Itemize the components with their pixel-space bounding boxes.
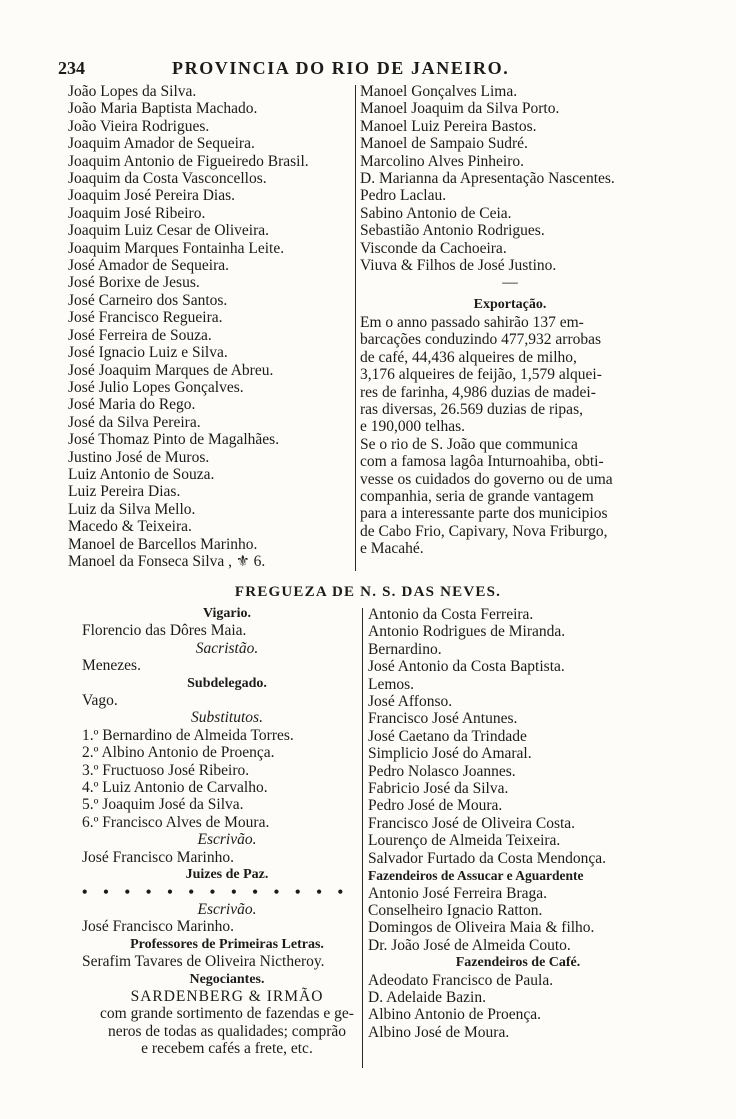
top-right-name-list bbox=[360, 83, 660, 274]
paragraph-line: para a interessante parte dos municipios bbox=[360, 505, 608, 523]
list-item: 4.º Luiz Antonio de Carvalho. bbox=[82, 779, 268, 797]
list-item: Domingos de Oliveira Maia & filho. bbox=[368, 919, 595, 937]
paragraph-line: res de farinha, 4,986 duzias de madei- bbox=[360, 383, 596, 401]
paragraph-line: de café, 44,436 alqueires de milho, bbox=[360, 348, 577, 366]
list-item: Antonio Rodrigues de Miranda. bbox=[368, 623, 566, 641]
list-item: Manoel Gonçalves Lima. bbox=[360, 83, 518, 100]
list-item: Pedro Laclau. bbox=[360, 187, 447, 205]
paragraph-line: Se o rio de S. João que communica bbox=[360, 435, 578, 453]
negociantes-heading: Negociantes. bbox=[189, 971, 265, 987]
list-item: 1.º Bernardino de Almeida Torres. bbox=[82, 726, 294, 744]
paragraph-line: neros de todas as qualidades; comprão bbox=[107, 1022, 347, 1040]
list-item: Antonio da Costa Ferreira. bbox=[368, 606, 534, 623]
paragraph-line: Em o anno passado sahirão 137 em- bbox=[360, 313, 584, 331]
list-item: José da Silva Pereira. bbox=[68, 413, 201, 431]
exportacao-text bbox=[360, 314, 660, 558]
list-item: Manoel de Barcellos Marinho. bbox=[68, 535, 258, 553]
list-item: 3.º Fructuoso José Ribeiro. bbox=[82, 761, 250, 779]
paragraph-line: ras diversas, 26.569 duzias de ripas, bbox=[360, 400, 583, 418]
list-item: Joaquim da Costa Vasconcellos. bbox=[68, 170, 267, 188]
list-item: Manoel de Sampaio Sudré. bbox=[360, 135, 528, 153]
list-item: Manoel da Fonseca Silva , ⚜ 6. bbox=[68, 552, 266, 570]
paragraph-line: barcações conduzindo 477,932 arrobas bbox=[360, 331, 602, 349]
list-item: Justino José de Muros. bbox=[68, 448, 210, 466]
list-item: 6.º Francisco Alves de Moura. bbox=[82, 813, 270, 831]
list-item: José Borixe de Jesus. bbox=[68, 274, 200, 292]
list-item: Conselheiro Ignacio Ratton. bbox=[368, 901, 543, 919]
list-item: Albino Antonio de Proença. bbox=[368, 1006, 542, 1024]
vigario-heading: Vigario. bbox=[202, 606, 252, 621]
list-item: Marcolino Alves Pinheiro. bbox=[360, 152, 525, 170]
list-item: José Amador de Sequeira. bbox=[68, 257, 229, 275]
escrivao-heading-2: Escrivão. bbox=[197, 900, 257, 918]
list-item: Macedo & Teixeira. bbox=[68, 518, 192, 536]
freguezia-title: FREGUEZA DE N. S. DAS NEVES. bbox=[234, 584, 502, 600]
list-item: Lemos. bbox=[368, 675, 415, 693]
paragraph-line: companhia, seria de grande vantagem bbox=[360, 487, 594, 505]
list-item: 5.º Joaquim José da Silva. bbox=[82, 796, 244, 814]
list-item: Adeodato Francisco de Paula. bbox=[368, 971, 554, 989]
paragraph-line: vesse os cuidados do governo ou de uma bbox=[360, 470, 613, 488]
juizes-heading: Juizes de Paz. bbox=[185, 867, 269, 883]
list-item: Francisco José Antunes. bbox=[368, 710, 518, 728]
list-item: Simplicio José do Amaral. bbox=[368, 745, 532, 763]
escrivao-name-2: José Francisco Marinho. bbox=[82, 918, 234, 936]
top-left-name-list bbox=[68, 83, 358, 570]
professor-name: Serafim Tavares de Oliveira Nictheroy. bbox=[82, 953, 325, 971]
list-item: Joaquim Antonio de Figueiredo Brasil. bbox=[68, 152, 309, 170]
bottom-right-column bbox=[368, 606, 668, 1041]
list-item: José Affonso. bbox=[368, 693, 453, 711]
list-item: Joaquim José Ribeiro. bbox=[68, 204, 206, 222]
list-item: João Maria Baptista Machado. bbox=[68, 100, 258, 118]
paragraph-line: e 190,000 telhas. bbox=[360, 418, 466, 436]
list-item: Manoel Joaquim da Silva Porto. bbox=[360, 100, 560, 118]
list-item: Salvador Furtado da Costa Mendonça. bbox=[368, 849, 607, 867]
list-item: Joaquim Luiz Cesar de Oliveira. bbox=[68, 222, 270, 240]
section-dash: — bbox=[502, 274, 518, 292]
list-item: Antonio José Ferreira Braga. bbox=[368, 884, 548, 902]
list-item: José Caetano da Trindade bbox=[368, 727, 527, 745]
list-item: José Francisco Regueira. bbox=[68, 309, 223, 327]
list-item: Albino José de Moura. bbox=[368, 1023, 510, 1041]
list-item: João Vieira Rodrigues. bbox=[68, 117, 210, 135]
cafe-list bbox=[368, 972, 668, 1042]
list-item: Joaquim José Pereira Dias. bbox=[68, 187, 236, 205]
list-item: Bernardino. bbox=[368, 640, 442, 658]
bottom-left-column bbox=[82, 605, 372, 1058]
paragraph-line: e recebem cafés a frete, etc. bbox=[141, 1040, 313, 1058]
escrivao-heading: Escrivão. bbox=[197, 831, 257, 849]
subdelegado-name: Vago. bbox=[82, 692, 118, 710]
sacristao-heading: Sacristão. bbox=[195, 639, 259, 657]
top-right-column bbox=[360, 83, 660, 558]
list-item: José Ferreira de Souza. bbox=[68, 326, 212, 344]
paragraph-line: com a famosa lagôa Inturnoahiba, obti- bbox=[360, 453, 604, 471]
list-item: Luiz da Silva Mello. bbox=[68, 500, 196, 518]
list-item: Pedro José de Moura. bbox=[368, 797, 503, 815]
running-title: PROVINCIA DO RIO DE JANEIRO. bbox=[172, 58, 510, 78]
juizes-dots: • • • • • • • • • • • • • bbox=[82, 883, 350, 901]
list-item: Sebastião Antonio Rodrigues. bbox=[360, 222, 545, 240]
bottom-right-name-list bbox=[368, 606, 668, 867]
list-item: Joaquim Amador de Sequeira. bbox=[68, 135, 255, 153]
exportacao-heading: Exportação. bbox=[473, 297, 547, 313]
substitutos-heading: Substitutos. bbox=[191, 709, 263, 727]
professores-heading: Professores de Primeiras Letras. bbox=[130, 936, 324, 952]
list-item: Manoel Luiz Pereira Bastos. bbox=[360, 117, 537, 135]
paragraph-line: de Cabo Frio, Capivary, Nova Friburgo, bbox=[360, 522, 608, 540]
cafe-heading: Fazendeiros de Café. bbox=[455, 955, 581, 971]
list-item: 2.º Albino Antonio de Proença. bbox=[82, 744, 275, 762]
firm-name: SARDENBERG & IRMÃO bbox=[130, 987, 324, 1005]
list-item: José Maria do Rego. bbox=[68, 396, 196, 414]
substitutos-list bbox=[82, 727, 372, 831]
vigario-name: Florencio das Dôres Maia. bbox=[82, 622, 247, 640]
assucar-heading: Fazendeiros de Assucar e Aguardente bbox=[368, 868, 584, 884]
list-item: Joaquim Marques Fontainha Leite. bbox=[68, 239, 285, 257]
page-number: 234 bbox=[58, 58, 85, 78]
list-item: José Thomaz Pinto de Magalhães. bbox=[68, 431, 280, 449]
escrivao-name: José Francisco Marinho. bbox=[82, 848, 234, 866]
list-item: Visconde da Cachoeira. bbox=[360, 239, 507, 257]
list-item: José Ignacio Luiz e Silva. bbox=[68, 344, 228, 362]
paragraph-line: e Macahé. bbox=[360, 540, 424, 558]
paragraph-line: com grande sortimento de fazendas e ge- bbox=[100, 1005, 354, 1023]
list-item: José Julio Lopes Gonçalves. bbox=[68, 378, 244, 396]
firm-description bbox=[82, 1005, 372, 1057]
assucar-list bbox=[368, 885, 668, 955]
list-item: D. Adelaide Bazin. bbox=[368, 988, 486, 1006]
list-item: Pedro Nolasco Joannes. bbox=[368, 762, 516, 780]
running-header bbox=[58, 58, 688, 78]
list-item: Lourenço de Almeida Teixeira. bbox=[368, 832, 561, 850]
list-item: Fabricio José da Silva. bbox=[368, 780, 509, 798]
list-item: Dr. João José de Almeida Couto. bbox=[368, 936, 571, 954]
sacristao-name: Menezes. bbox=[82, 657, 141, 675]
list-item: José Carneiro dos Santos. bbox=[68, 291, 228, 309]
list-item: Sabino Antonio de Ceia. bbox=[360, 204, 512, 222]
list-item: João Lopes da Silva. bbox=[68, 83, 197, 100]
list-item: Luiz Antonio de Souza. bbox=[68, 465, 215, 483]
subdelegado-heading: Subdelegado. bbox=[187, 675, 267, 691]
list-item: Luiz Pereira Dias. bbox=[68, 483, 181, 501]
list-item: José Antonio da Costa Baptista. bbox=[368, 658, 565, 676]
list-item: D. Marianna da Apresentação Nascentes. bbox=[360, 170, 615, 188]
paragraph-line: 3,176 alqueires de feijão, 1,579 alquei- bbox=[360, 366, 602, 384]
list-item: José Joaquim Marques de Abreu. bbox=[68, 361, 274, 379]
list-item: Viuva & Filhos de José Justino. bbox=[360, 257, 557, 275]
list-item: Francisco José de Oliveira Costa. bbox=[368, 814, 576, 832]
